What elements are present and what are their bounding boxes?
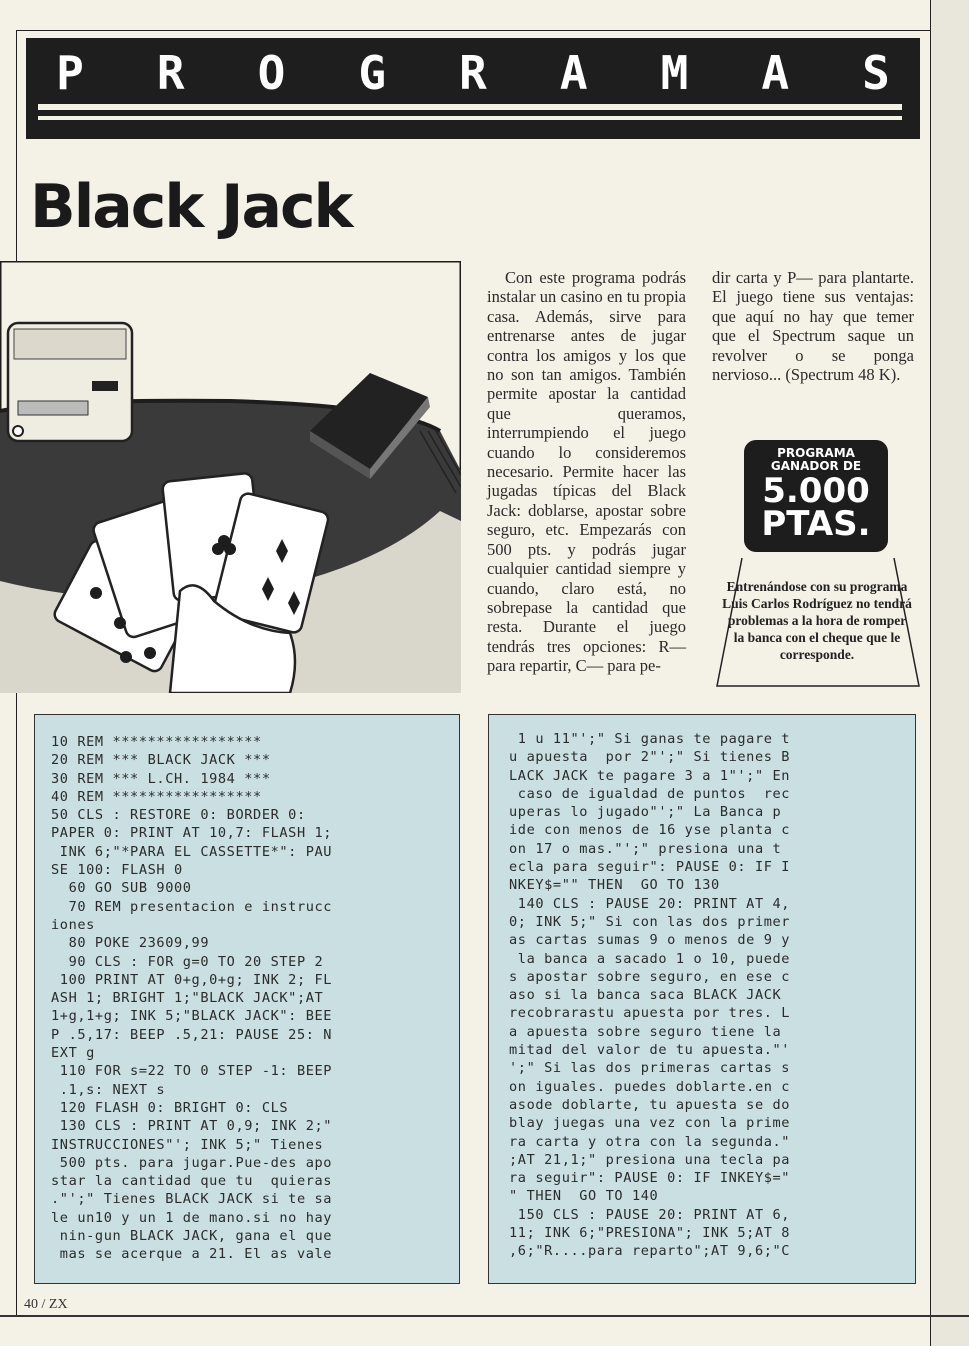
code-line: blay juegas una vez con la prime	[509, 1115, 791, 1132]
code-line: ."';" Tienes BLACK JACK si te sa	[51, 1191, 333, 1208]
code-line: 100 PRINT AT 0+g,0+g; INK 2; FL	[51, 971, 333, 988]
code-listing-right	[488, 714, 916, 1284]
code-line: P .5,17: BEEP .5,21: PAUSE 25: N	[51, 1026, 333, 1043]
code-line: ra carta y otra con la segunda."	[509, 1133, 791, 1150]
banner-letter: O	[257, 46, 286, 100]
code-line: 500 pts. para jugar.Pue-des apo	[51, 1154, 333, 1171]
code-line: u apuesta por 2"';" Si tienes B	[509, 749, 791, 766]
code-line: 11; INK 6;"PRESIONA"; INK 5;AT 8	[509, 1225, 791, 1242]
code-line: on 17 o mas."';" presiona una t	[509, 840, 782, 857]
banner-letter: A	[761, 46, 790, 100]
code-line: INK 6;"*PARA EL CASSETTE*": PAU	[51, 843, 333, 860]
code-line: LACK JACK te pagare 3 a 1"';" En	[509, 767, 791, 784]
code-line: PAPER 0: PRINT AT 10,7: FLASH 1;	[51, 825, 333, 842]
prize-sublabel: GANADOR DE	[770, 459, 862, 473]
banner-stripe	[38, 104, 902, 110]
code-line: star la cantidad que tu quieras	[51, 1173, 333, 1190]
intro-text-column-1: Con este programa podrás instalar un casino en tu propia casa. Además, sirve para entrenarse antes de jugar contra los amigos y los que no son tan amigos. También permite apostar la cantidad que queramos, interrumpiendo el juego cuando lo consideremos necesario. Permite hacer las jugadas típicas del Black Jack: doblarse, apostar sobre seguro, etc. Empezarás con 500 pts. y podrás jugar cualquier cantidad siempre y cuando, claro está, no sobrepase la cantidad que resta. Durante el juego tendrás tres opciones: R— para repartir, C— para pe-	[487, 268, 686, 676]
code-line: 40 REM *****************	[51, 788, 262, 805]
prize-label: PROGRAMA	[777, 446, 855, 460]
code-line: la banca a sacado 1 o 10, puede	[509, 950, 791, 967]
code-line: mitad del valor de tu apuesta."'	[509, 1042, 791, 1059]
code-line: on iguales. puedes doblarte.en c	[509, 1078, 791, 1095]
code-line: EXT g	[51, 1045, 95, 1062]
blackjack-table-illustration	[0, 261, 461, 693]
code-line: INSTRUCCIONES"'; INK 5;" Tienes	[51, 1136, 324, 1153]
code-line: 130 CLS : PRINT AT 0,9; INK 2;"	[51, 1118, 333, 1135]
code-line: le un10 y un 1 de mano.si no hay	[51, 1209, 333, 1226]
code-line: 30 REM *** L.CH. 1984 ***	[51, 770, 271, 787]
code-line: 60 GO SUB 9000	[51, 880, 192, 897]
code-line: 110 FOR s=22 TO 0 STEP -1: BEEP	[51, 1063, 333, 1080]
code-line: 150 CLS : PAUSE 20: PRINT AT 6,	[509, 1206, 791, 1223]
code-line: ,6;"R....para reparto";AT 9,6;"C	[509, 1243, 791, 1260]
code-line: a apuesta sobre seguro tiene la	[509, 1023, 782, 1040]
bottom-rule	[0, 1315, 969, 1317]
code-line: 70 REM presentacion e instrucc	[51, 898, 333, 915]
code-line: " THEN GO TO 140	[509, 1188, 659, 1205]
banner-stripe	[38, 116, 902, 120]
code-line: ;AT 21,1;" presiona una tecla pa	[509, 1151, 791, 1168]
article-title: Black Jack	[30, 172, 352, 242]
banner-letter: P	[56, 46, 84, 100]
banner-letters	[38, 46, 908, 100]
code-line: aso si la banca saca BLACK JACK	[509, 987, 782, 1004]
code-line: .1,s: NEXT s	[51, 1081, 166, 1098]
code-line: s apostar sobre seguro, en ese c	[509, 968, 791, 985]
code-line: NKEY$="" THEN GO TO 130	[509, 877, 720, 894]
code-line: caso de igualdad de puntos rec	[509, 785, 791, 802]
code-line: ra seguir": PAUSE 0: IF INKEY$="	[509, 1170, 791, 1187]
code-line: 80 POKE 23609,99	[51, 935, 210, 952]
code-line: ecla para seguir": PAUSE 0: IF I	[509, 859, 791, 876]
banner-letter: R	[156, 46, 185, 100]
page-number: 40 / ZX	[24, 1297, 68, 1312]
computer-icon	[8, 323, 132, 441]
prize-amount: 5.000	[762, 471, 870, 511]
code-line: iones	[51, 916, 95, 933]
code-line: asode doblarte, tu apuesta se do	[509, 1096, 791, 1113]
code-line: ASH 1; BRIGHT 1;"BLACK JACK";AT	[51, 990, 324, 1007]
banner-letter: A	[559, 46, 588, 100]
code-line: 50 CLS : RESTORE 0: BORDER 0:	[51, 807, 306, 824]
code-line: as cartas sumas 9 o menos de 9 y	[509, 932, 791, 949]
prize-currency: PTAS.	[761, 504, 871, 544]
prize-caption: Entrenándose con su programa Luis Carlos Rodríguez no tendrá problemas a la hora de romper la banca con el cheque que le corresponde.	[722, 579, 912, 662]
banner-letter: S	[862, 46, 890, 100]
code-line: 20 REM *** BLACK JACK ***	[51, 752, 271, 769]
code-line: nin-gun BLACK JACK, gana el que	[51, 1228, 333, 1245]
code-line: uperas lo jugado"';" La Banca p	[509, 804, 782, 821]
banner-letter: M	[660, 46, 689, 100]
banner-letter: G	[358, 46, 387, 100]
code-line: mas se acerque a 21. El as vale	[51, 1246, 333, 1263]
code-line: 90 CLS : FOR g=0 TO 20 STEP 2	[51, 953, 324, 970]
intro-text-column-2: dir carta y P— para plantarte. El juego tiene sus ventajas: que aquí no hay que temer que el Spectrum saque un revolver o se ponga nervioso... (Spectrum 48 K).	[712, 268, 914, 385]
section-banner	[26, 38, 920, 139]
code-line: 140 CLS : PAUSE 20: PRINT AT 4,	[509, 895, 791, 912]
code-line: 1 u 11"';" Si ganas te pagare t	[509, 731, 791, 747]
code-line: recobrarastu apuesta por tres. L	[509, 1005, 791, 1022]
code-line: 10 REM *****************	[51, 734, 262, 750]
facing-page-edge	[930, 0, 969, 1346]
code-line: 0; INK 5;" Si con las dos primer	[509, 913, 791, 930]
prize-badge	[744, 440, 888, 552]
banner-letter: R	[459, 46, 487, 100]
code-line: SE 100: FLASH 0	[51, 862, 183, 879]
code-line: 120 FLASH 0: BRIGHT 0: CLS	[51, 1099, 289, 1116]
code-line: ';" Si las dos primeras cartas s	[509, 1060, 791, 1077]
code-line: ide con menos de 16 yse planta c	[509, 822, 791, 839]
code-listing-left	[34, 714, 460, 1284]
code-line: 1+g,1+g; INK 5;"BLACK JACK": BEE	[51, 1008, 333, 1025]
